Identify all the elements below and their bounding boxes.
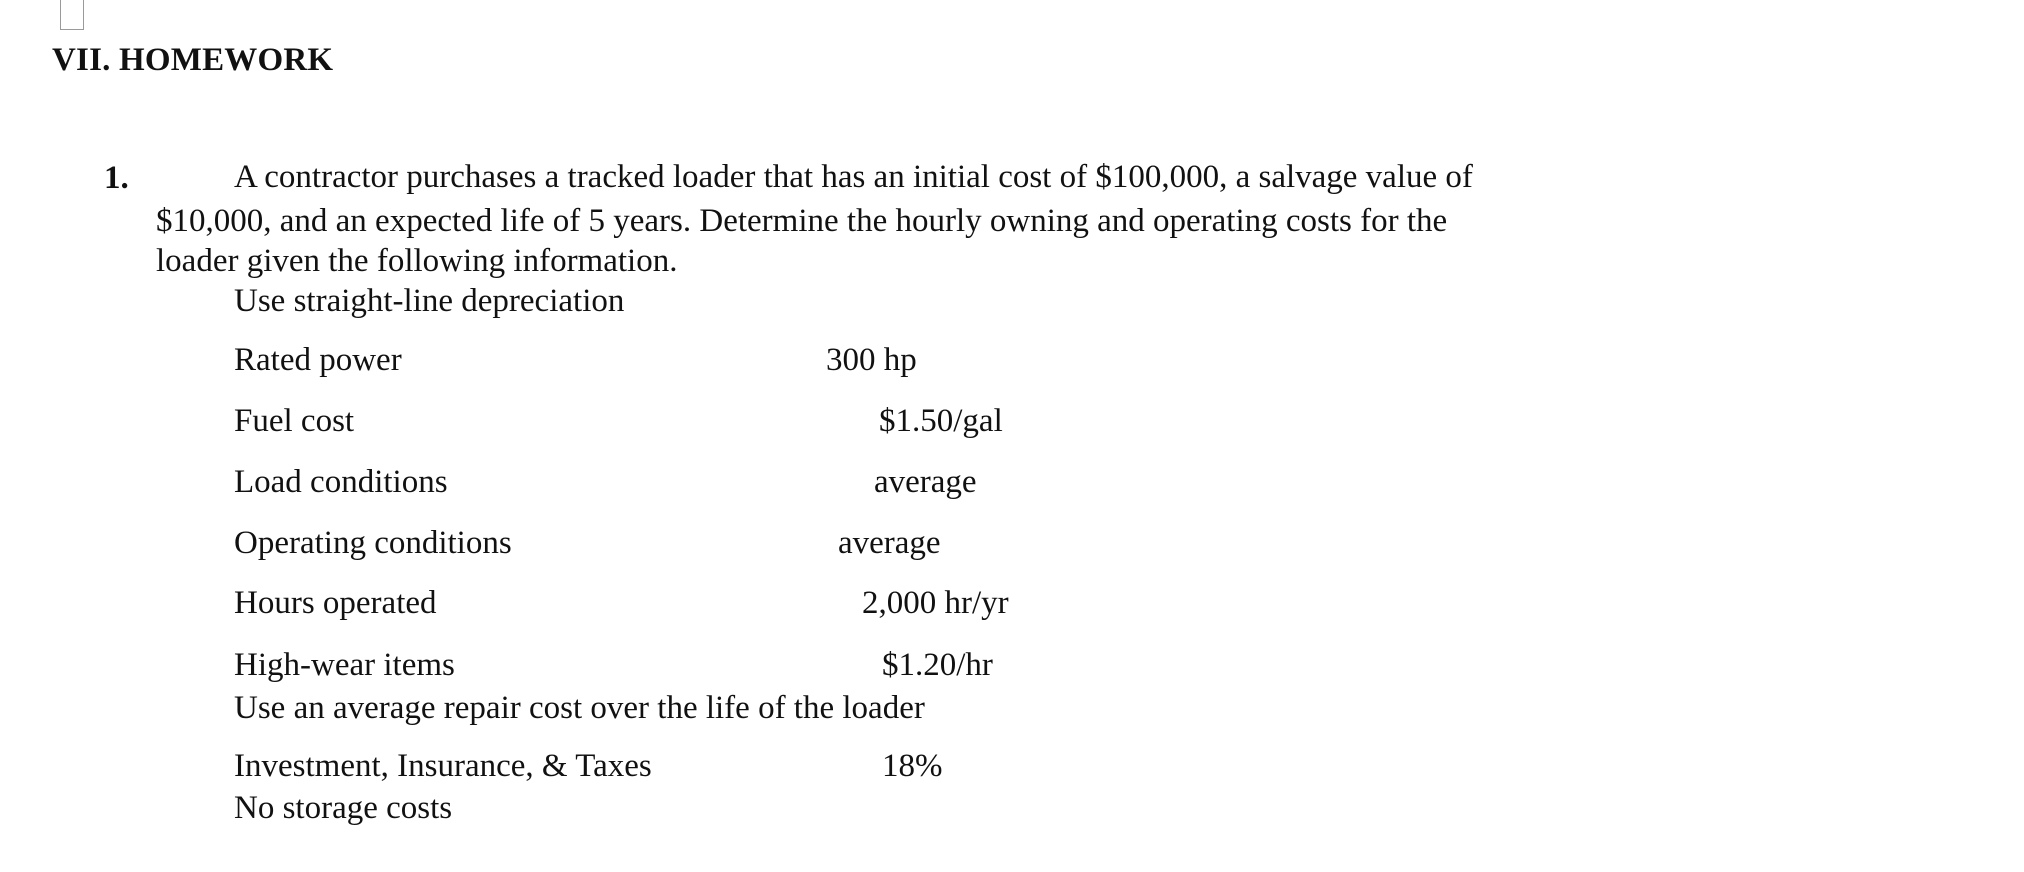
problem-intro-line: $10,000, and an expected life of 5 years. Determine the hourly owning and operating costs for the [156, 203, 1448, 239]
section-title: VII. HOMEWORK [52, 42, 334, 78]
parameter-label: Investment, Insurance, & Taxes [234, 748, 652, 784]
parameter-value: average [874, 464, 977, 500]
parameter-label: Rated power [234, 342, 402, 378]
parameter-label: Fuel cost [234, 403, 355, 439]
parameter-value: average [838, 525, 941, 561]
parameter-row-hours-operated [234, 585, 1134, 625]
repair-note: Use an average repair cost over the life of the loader [234, 690, 925, 726]
parameter-value: $1.20/hr [882, 647, 993, 683]
parameter-row-fuel-cost [234, 403, 1134, 443]
empty-checkbox-icon [60, 0, 84, 30]
parameter-row-operating-conditions [234, 525, 1134, 565]
storage-note: No storage costs [234, 790, 453, 826]
parameter-label: Load conditions [234, 464, 448, 500]
parameter-value: 2,000 hr/yr [862, 585, 1009, 621]
parameter-label: Operating conditions [234, 525, 512, 561]
problem-intro-line: A contractor purchases a tracked loader that has an initial cost of $100,000, a salvage value of [234, 159, 1473, 195]
parameter-value: 300 hp [826, 342, 917, 378]
parameter-row-investment-insurance-taxes [234, 748, 1134, 788]
problem-intro-line: loader given the following information. [156, 243, 678, 279]
parameter-label: Hours operated [234, 585, 437, 621]
parameter-label: High-wear items [234, 647, 455, 683]
parameter-value: $1.50/gal [879, 403, 1003, 439]
parameter-row-rated-power [234, 342, 1134, 382]
parameter-row-load-conditions [234, 464, 1134, 504]
problem-number: 1. [104, 160, 129, 196]
parameter-value: 18% [882, 748, 943, 784]
depreciation-note: Use straight-line depreciation [234, 283, 625, 319]
parameter-row-high-wear-items [234, 647, 1134, 687]
